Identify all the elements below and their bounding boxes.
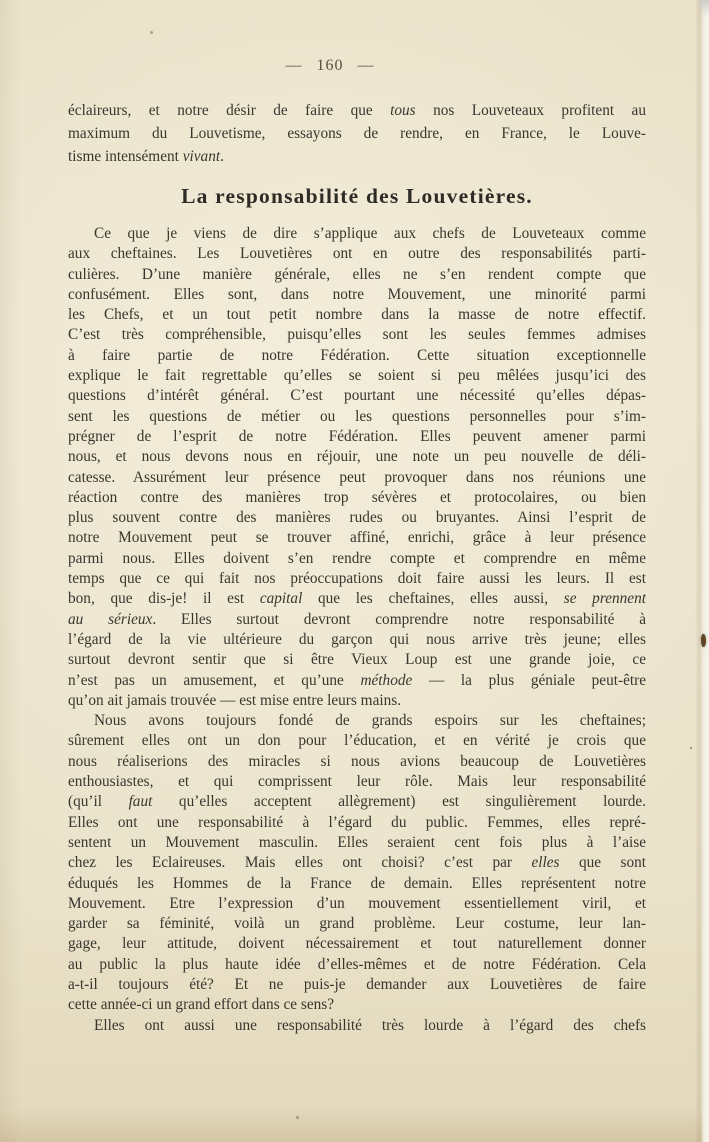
text-line: maximum du Louvetisme, essayons de rendre, en France, le Louve- [68,125,646,142]
text-line: (qu’il faut qu’elles acceptent allègrement) est singulièrement lourde. [68,793,646,811]
paragraph [68,224,646,711]
text-line: tisme intensément vivant. [68,148,224,165]
text-line: éduqués les Hommes de la France de demain. Elles représentent notre [68,874,646,892]
text-line: gage, leur attitude, doivent nécessairement et tout naturellement donner [68,935,646,953]
text-line: Elles ont aussi une responsabilité très lourde à l’égard des chefs [94,1016,646,1034]
text-line: cette année-ci un grand effort dans ce sens? [68,996,335,1014]
text-line: prégner de l’esprit de notre Fédération. Elles peuvent amener parmi [68,427,646,445]
text-line: Nous avons toujours fondé de grands espoirs sur les cheftaines; [94,712,646,730]
text-line: plus souvent contre des manières rudes ou bruyantes. Ainsi l’esprit de [68,509,646,527]
text-line: notre Mouvement peut se trouver affiné, enrichi, grâce à leur présence [68,529,646,547]
text-line: confusément. Elles sont, dans notre Mouvement, une minorité parmi [68,285,646,303]
text-line: garder sa féminité, voilà un grand problème. Leur costume, leur lan- [68,915,646,933]
text-line: à faire partie de notre Fédération. Cette situation exceptionnelle [68,346,646,364]
text-line: nous réaliserions des miracles si nous avions beaucoup de Louvetières [68,752,646,770]
text-line: Mouvement. Etre l’expression d’un mouvement essentiellement viril, et [68,894,646,912]
text-line: les Chefs, et un tout petit nombre dans la masse de notre effectif. [68,306,646,324]
text-line: éclaireurs, et notre désir de faire que tous nos Louveteaux profitent au [68,102,646,119]
text-line: qu’on ait jamais trouvée — est mise entre leurs mains. [68,691,402,709]
page-number: — 160 — [285,57,375,74]
text-line: parmi nous. Elles doivent s’en rendre compte et comprendre en même [68,549,646,567]
text-line: questions d’intérêt général. C’est pourtant une nécessité qu’elles dépas- [68,387,646,405]
text-line: explique le fait regrettable qu’elles se soient si peu mêlées jusqu’ici des [68,367,646,385]
text-line: sent les questions de métier ou les questions personnelles pour s’im- [68,407,646,425]
text-line: nous, et nous devons nous en réjouir, une note un peu nouvelle de déli- [68,448,646,466]
scan-corner-mark [699,0,709,16]
text-line: enthousiastes, et qui comprissent leur rôle. Mais leur responsabilité [68,773,646,791]
text-line: chez les Eclaireuses. Mais elles ont choisi? c’est par elles que sont [68,854,646,872]
text-line: Elles ont une responsabilité à l’égard du public. Femmes, elles repré- [68,813,646,831]
paper-speck [296,1116,299,1119]
text-line: surtout devront sentir que si être Vieux Loup est une grande joie, ce [68,651,646,669]
text-line: aux cheftaines. Les Louvetières ont en outre des responsabilités parti- [68,245,646,263]
page-text [68,224,646,1036]
paragraph [68,1016,646,1036]
page-edge-shadow [695,0,709,1142]
text-line: sentent un Mouvement masculin. Elles seraient cent fois plus à l’aise [68,833,646,851]
paper-speck [150,31,153,34]
text-line: bon, que dis-je! il est capital que les cheftaines, elles aussi, se prennent [68,590,646,608]
text-line: l’égard de la vie ultérieure du garçon qui nous arrive très jeune; elles [68,630,646,648]
paper-speck [690,747,692,749]
paragraph [68,711,646,1015]
text-line: réaction contre des manières trop sévères et protocolaires, ou bien [68,488,646,506]
text-line: au public la plus haute idée d’elles-mêmes et de notre Fédération. Cela [68,955,646,973]
text-line: catesse. Assurément leur présence peut provoquer dans nos réunions une [68,468,646,486]
section-heading: La responsabilité des Louvetières. [181,184,533,208]
text-line: sûrement elles ont un don pour l’éducation, et en vérité je crois que [68,732,646,750]
text-line: Ce que je viens de dire s’applique aux chefs de Louveteaux comme [94,225,646,242]
paragraph-continuation [68,99,646,168]
text-line: a-t-il toujours été? Et ne puis-je demander aux Louvetières de faire [68,975,646,993]
text-line: C’est très compréhensible, puisqu’elles sont les seules femmes admises [68,326,646,344]
text-line: n’est pas un amusement, et qu’une méthode — la plus géniale peut-être [68,671,647,689]
text-line: au sérieux. Elles surtout devront comprendre notre responsabilité à [68,610,646,628]
text-line: temps que ce qui fait nos préoccupations doit faire aussi les leurs. Il est [68,570,646,588]
text-line: culières. D’une manière générale, elles ne s’en rendent compte que [68,265,646,283]
paragraph [68,99,646,168]
ink-speck [701,634,706,647]
